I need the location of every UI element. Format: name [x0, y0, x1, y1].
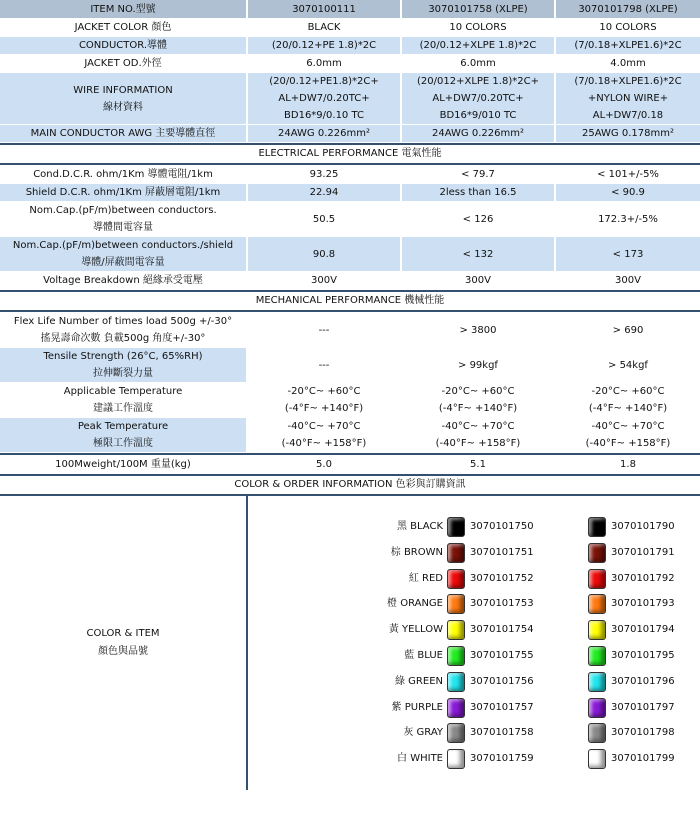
color-list-item	[248, 646, 700, 666]
color-swatch	[588, 723, 606, 743]
row-label	[0, 348, 247, 383]
cell-value: BLACK	[247, 19, 401, 37]
cell-value	[247, 383, 401, 418]
cell-value: > 99kgf	[401, 348, 555, 383]
conductor-row	[0, 37, 700, 55]
cell-value: ---	[247, 348, 401, 383]
color-name: 黃 YELLOW	[388, 624, 443, 636]
wire-line: AL+DW7/0.20TC+	[278, 93, 370, 104]
row-label: MAIN CONDUCTOR AWG 主要導體直徑	[0, 125, 247, 143]
color-code-3070101758-series: 3070101752	[470, 572, 534, 584]
color-list-item	[248, 569, 700, 589]
color-code-3070101798-series: 3070101791	[611, 546, 675, 558]
cell-value: > 54kgf	[555, 348, 700, 383]
color-code-3070101798-series: 3070101799	[611, 753, 675, 765]
cell-value	[401, 383, 555, 418]
color-swatch	[588, 569, 606, 589]
color-swatch	[447, 569, 465, 589]
wire-line: BD16*9/010 TC	[439, 110, 517, 121]
row-label: JACKET COLOR 顏色	[0, 19, 247, 37]
color-name: 橙 ORANGE	[387, 598, 443, 610]
color-item-label-cell	[0, 497, 247, 790]
wire-line: AL+DW7/0.18	[592, 110, 664, 121]
label-line: Tensile Strength (26°C, 65%RH)	[43, 351, 203, 362]
voltage-row	[0, 272, 700, 290]
row-label	[0, 202, 247, 237]
value-line: (-4°F~ +140°F)	[284, 403, 364, 414]
color-code-3070101758-series: 3070101753	[470, 598, 534, 610]
label-line: 極限工作溫度	[93, 438, 153, 449]
cell-value	[401, 418, 555, 453]
cell-value: 93.25	[247, 166, 401, 184]
color-swatch	[588, 698, 606, 718]
awg-row	[0, 125, 700, 143]
cell-value	[555, 383, 700, 418]
label-line: 導體間電容量	[93, 222, 153, 233]
cell-value: 172.3+/-5%	[555, 202, 700, 237]
color-swatch	[447, 620, 465, 640]
value-line: -20°C~ +60°C	[287, 386, 361, 397]
color-swatch	[588, 620, 606, 640]
value-line: (-4°F~ +140°F)	[588, 403, 668, 414]
value-line: (-4°F~ +140°F)	[438, 403, 518, 414]
section-title: ELECTRICAL PERFORMANCE 電氣性能	[0, 146, 700, 163]
color-code-3070101798-series: 3070101798	[611, 727, 675, 739]
wire-line: (7/0.18+XLPE1.6)*2C	[574, 76, 682, 87]
label-line: 導體/屏蔽間電容量	[81, 257, 165, 268]
wire-line: (20/0.12+PE1.8)*2C+	[269, 76, 379, 87]
label-line: Applicable Temperature	[63, 386, 183, 397]
wire-info-row	[0, 73, 700, 125]
row-label: Voltage Breakdown 絕緣承受電壓	[0, 272, 247, 290]
jacket-od-row	[0, 55, 700, 73]
color-list-item	[248, 517, 700, 537]
label-line: Peak Temperature	[77, 421, 169, 432]
color-code-3070101758-series: 3070101757	[470, 701, 534, 713]
label-line: Nom.Cap.(pF/m)between conductors.	[29, 205, 217, 216]
label-line: 拉伸斷裂力量	[93, 368, 153, 379]
cell-value	[247, 73, 401, 125]
label-line: Flex Life Number of times load 500g +/-30°	[13, 316, 233, 327]
jacket-color-row	[0, 19, 700, 37]
row-label: JACKET OD.外徑	[0, 55, 247, 73]
tensile-row	[0, 348, 700, 383]
color-list-item	[248, 594, 700, 614]
color-swatch	[588, 594, 606, 614]
cell-value: (7/0.18+XLPE1.6)*2C	[555, 37, 700, 55]
color-list-item	[248, 723, 700, 743]
color-name: 紅 RED	[408, 572, 443, 584]
cell-value: 4.0mm	[555, 55, 700, 73]
cell-value: < 126	[401, 202, 555, 237]
section-title: COLOR & ORDER INFORMATION 色彩與訂購資訊	[0, 477, 700, 494]
section-title: MECHANICAL PERFORMANCE 機械性能	[0, 293, 700, 310]
color-swatch-cell	[247, 497, 700, 790]
color-item-label-zh: 顏色與品號	[98, 646, 148, 657]
color-list-item	[248, 672, 700, 692]
color-code-3070101758-series: 3070101759	[470, 753, 534, 765]
applicable-temp-row	[0, 383, 700, 418]
color-code-3070101798-series: 3070101797	[611, 701, 675, 713]
label-line: 建議工作溫度	[93, 403, 153, 414]
value-line: -20°C~ +60°C	[591, 386, 665, 397]
header-model-3: 3070101798 (XLPE)	[555, 0, 700, 19]
header-model-2: 3070101758 (XLPE)	[401, 0, 555, 19]
cell-value: 300V	[555, 272, 700, 290]
color-code-3070101798-series: 3070101796	[611, 675, 675, 687]
label-line: 搖晃壽命次數 負載500g 角度+/-30°	[40, 333, 206, 344]
cell-value: 10 COLORS	[555, 19, 700, 37]
cell-value: < 101+/-5%	[555, 166, 700, 184]
peak-temp-row	[0, 418, 700, 453]
cell-value: < 132	[401, 237, 555, 272]
color-swatch	[588, 646, 606, 666]
cell-value: 24AWG 0.226mm²	[247, 125, 401, 143]
color-code-3070101758-series: 3070101755	[470, 650, 534, 661]
row-label	[0, 383, 247, 418]
cell-value: 1.8	[555, 456, 700, 474]
cell-value: > 3800	[401, 313, 555, 348]
electrical-section-row	[0, 146, 700, 163]
color-list-item	[248, 749, 700, 769]
color-name: 灰 GRAY	[403, 727, 443, 739]
color-item-label-en: COLOR & ITEM	[86, 628, 160, 639]
color-list-item	[248, 620, 700, 640]
value-line: -20°C~ +60°C	[441, 386, 515, 397]
cell-value: (20/0.12+XLPE 1.8)*2C	[401, 37, 555, 55]
color-list-item	[248, 698, 700, 718]
cell-value: ---	[247, 313, 401, 348]
shield-dcr-row	[0, 184, 700, 202]
wire-line: AL+DW7/0.20TC+	[432, 93, 524, 104]
row-label: CONDUCTOR.導體	[0, 37, 247, 55]
color-code-3070101758-series: 3070101750	[470, 521, 534, 532]
cell-value: (20/0.12+PE 1.8)*2C	[247, 37, 401, 55]
value-line: (-40°F~ +158°F)	[435, 438, 521, 449]
cell-value	[555, 418, 700, 453]
color-code-3070101798-series: 3070101792	[611, 572, 675, 584]
color-swatch	[447, 698, 465, 718]
row-label	[0, 418, 247, 453]
color-code-3070101798-series: 3070101795	[611, 650, 675, 661]
cell-value: 50.5	[247, 202, 401, 237]
color-name: 藍 BLUE	[404, 650, 443, 661]
color-item-row	[0, 497, 700, 790]
wire-info-label-zh: 線材資料	[103, 101, 143, 113]
cell-value: 2less than 16.5	[401, 184, 555, 202]
cell-value: 300V	[401, 272, 555, 290]
cell-value	[247, 418, 401, 453]
color-code-3070101798-series: 3070101790	[611, 521, 675, 532]
color-swatch	[447, 543, 465, 563]
cell-value	[401, 73, 555, 125]
color-swatch	[447, 646, 465, 666]
cell-value: < 90.9	[555, 184, 700, 202]
row-label	[0, 73, 247, 125]
row-label: Cond.D.C.R. ohm/1Km 導體電阻/1km	[0, 166, 247, 184]
value-line: (-40°F~ +158°F)	[585, 438, 671, 449]
color-swatch	[447, 594, 465, 614]
header-model-1: 3070100111	[247, 0, 401, 19]
color-code-3070101758-series: 3070101754	[470, 624, 534, 636]
value-line: -40°C~ +70°C	[441, 421, 515, 432]
color-swatch-list	[248, 497, 700, 789]
color-name: 白 WHITE	[397, 753, 443, 765]
cap-conductors-row	[0, 202, 700, 237]
cell-value: 5.1	[401, 456, 555, 474]
cell-value: 90.8	[247, 237, 401, 272]
cap-shield-row	[0, 237, 700, 272]
color-name: 綠 GREEN	[395, 675, 443, 687]
color-swatch	[588, 517, 606, 537]
cell-value: 10 COLORS	[401, 19, 555, 37]
wire-line: +NYLON WIRE+	[587, 93, 669, 104]
flex-life-row	[0, 313, 700, 348]
color-swatch	[588, 543, 606, 563]
value-line: -40°C~ +70°C	[287, 421, 361, 432]
cell-value: 25AWG 0.178mm²	[555, 125, 700, 143]
label-line: Nom.Cap.(pF/m)between conductors./shield	[12, 240, 234, 251]
cell-value: 300V	[247, 272, 401, 290]
color-swatch	[447, 749, 465, 769]
cell-value: 22.94	[247, 184, 401, 202]
row-label: Shield D.C.R. ohm/1Km 屏蔽層電阻/1km	[0, 184, 247, 202]
color-name: 黑 BLACK	[396, 521, 443, 532]
color-swatch	[447, 723, 465, 743]
wire-info-label-en: WIRE INFORMATION	[73, 84, 173, 96]
cond-dcr-row	[0, 166, 700, 184]
color-code-3070101798-series: 3070101793	[611, 598, 675, 610]
value-line: (-40°F~ +158°F)	[281, 438, 367, 449]
color-section-row	[0, 477, 700, 494]
color-name: 紫 PURPLE	[391, 701, 443, 713]
color-code-3070101758-series: 3070101756	[470, 675, 534, 687]
wire-line: BD16*9/0.10 TC	[284, 110, 364, 121]
color-swatch	[588, 749, 606, 769]
color-list-item	[248, 543, 700, 563]
value-line: -40°C~ +70°C	[591, 421, 665, 432]
cell-value: < 173	[555, 237, 700, 272]
row-label	[0, 237, 247, 272]
color-name: 棕 BROWN	[390, 546, 443, 558]
color-code-3070101798-series: 3070101794	[611, 624, 675, 636]
header-item-no: ITEM NO.型號	[0, 0, 247, 19]
mechanical-section-row	[0, 293, 700, 310]
cell-value: 5.0	[247, 456, 401, 474]
color-swatch	[447, 517, 465, 537]
color-swatch	[447, 672, 465, 692]
cell-value	[555, 73, 700, 125]
color-code-3070101758-series: 3070101751	[470, 546, 534, 558]
color-code-3070101758-series: 3070101758	[470, 727, 534, 739]
cell-value: 24AWG 0.226mm²	[401, 125, 555, 143]
weight-row	[0, 456, 700, 474]
color-swatch	[588, 672, 606, 692]
cell-value: 6.0mm	[401, 55, 555, 73]
cell-value: > 690	[555, 313, 700, 348]
header-row	[0, 0, 700, 19]
cell-value: < 79.7	[401, 166, 555, 184]
cell-value: 6.0mm	[247, 55, 401, 73]
row-label: 100Mweight/100M 重量(kg)	[0, 456, 247, 474]
row-label	[0, 313, 247, 348]
wire-line: (20/012+XLPE 1.8)*2C+	[417, 76, 539, 87]
